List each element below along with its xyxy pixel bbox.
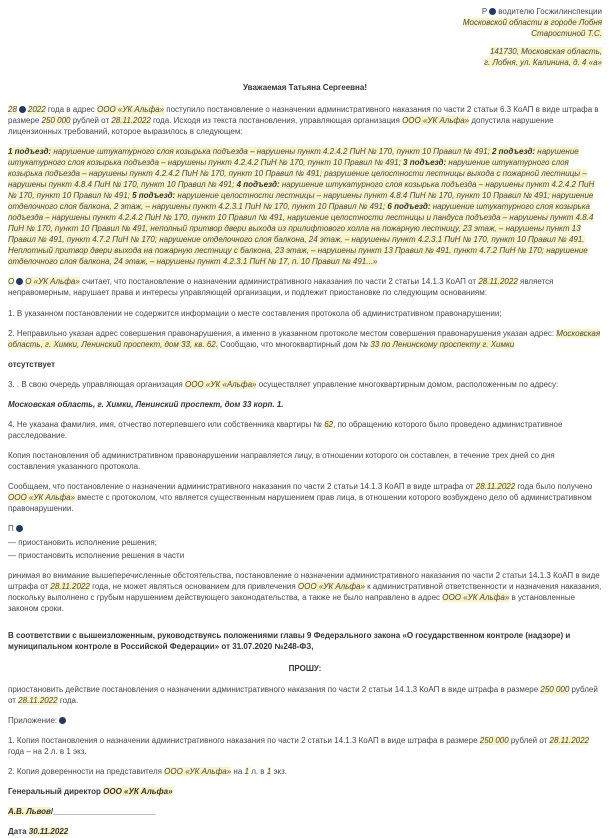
text-run: 62	[324, 419, 334, 429]
conclusion-paragraph	[8, 570, 602, 614]
text-run: 28.11.2022	[475, 481, 516, 491]
signature-name	[8, 806, 602, 817]
claim-paragraph	[8, 276, 602, 298]
text-run: года было получено	[515, 481, 593, 491]
legal-basis-paragraph	[8, 630, 602, 652]
text-run: 30.11.2022	[28, 827, 69, 837]
text-run: ООО «УК Альфа»	[297, 582, 365, 592]
text-run: отсутствует	[8, 359, 55, 369]
text-run: О «УК Альфа»	[25, 277, 80, 287]
ground-1	[8, 308, 602, 319]
text-run: 28.11.2022	[50, 582, 90, 592]
text-run: Дата	[8, 827, 29, 837]
text-run: Старостиной Т.С.	[531, 28, 602, 38]
redaction-dot-icon	[59, 717, 66, 724]
text-run: 2. Неправильно указан адрес совершения правонарушения, а именно в указанном протоколе местом совершения правонарушения указан адрес:	[8, 328, 557, 338]
text-run: Копия постановления об административном правонарушении направляется лицу, в отношении которого он составлен, в течение трех дней со дня составления указанного протокола.	[8, 450, 555, 471]
ground-3	[8, 379, 602, 390]
text-run: ООО «УК «Альфа»	[184, 379, 257, 389]
redaction-dot-icon	[16, 525, 23, 532]
request-lead	[8, 523, 602, 534]
text-run: допустила нарушение лицензионных требований, которое выразилось в следующем:	[8, 116, 554, 137]
text-run: 6 подъезд:	[387, 202, 431, 212]
recipient-org-line	[8, 18, 602, 29]
copy-rule-paragraph	[8, 450, 602, 472]
text-run: 1. Копия постановления о назначении административного наказания по части 2 статьи 14.1.3 КоАП в виде штрафа в размере	[8, 736, 480, 746]
text-run: 1	[244, 767, 249, 777]
ground-2	[8, 328, 602, 350]
text-run: ООО «УК Альфа»	[8, 492, 76, 502]
text-run: — приостановить исполнение решения в части	[8, 550, 185, 560]
text-run: нарушение штукатурного слоя козырька подъезда – нарушены пункт 4.2.4.2 ПиН № 170, пункт 10 Правил № 491;	[51, 147, 492, 157]
text-run: года в адрес	[45, 105, 97, 115]
request-paragraph	[8, 684, 602, 706]
request-heading	[8, 663, 602, 674]
text-run: 28.11.2022	[111, 116, 151, 126]
text-run: — приостановить исполнение решения;	[8, 537, 157, 547]
request-option-1	[8, 537, 602, 548]
text-run: 250 000	[479, 736, 509, 746]
text-run: ООО «УК Альфа»	[164, 767, 232, 777]
text-run: А.В. Львов	[8, 807, 51, 817]
text-run: Генеральный директор	[8, 787, 104, 797]
text-run: в установленные законом сроки.	[8, 593, 576, 614]
text-run: 2022	[27, 105, 46, 115]
text-run: считает, что постановление о назначении административного наказания по части 2 статьи 14.1.3 КоАП от	[79, 277, 479, 287]
request-option-2	[8, 550, 602, 561]
text-run: ринимая во внимание вышеперечисленные обстоятельства, постановление о назначении административного наказания по части 2 статьи 14.1.3 КоАП в виде штрафа от	[8, 571, 600, 592]
text-run: Сообщаем, что постановление о назначении административного наказания по части 2 статьи 14.1.3 КоАП в виде штрафа от	[8, 481, 476, 491]
text-run: года – на 2 л. в 1 экз.	[8, 747, 87, 757]
recipient-address-line-1	[8, 47, 602, 58]
text-run: Р	[481, 7, 488, 16]
signature-title	[8, 786, 602, 797]
ground-4	[8, 419, 602, 441]
recipient-line	[8, 7, 602, 18]
text-run: рублей от	[8, 685, 598, 706]
text-run: 250 000	[540, 685, 570, 695]
text-run: г. Лобня, ул. Калинина, д. 4 «а»	[484, 58, 602, 68]
absent-note	[8, 359, 602, 370]
text-run: ООО «УК Альфа»	[97, 105, 165, 115]
text-run: года, не может являться основанием для привлечения	[89, 582, 298, 592]
violations-quote	[8, 146, 602, 267]
text-run: ООО «УК Альфа»	[442, 593, 510, 603]
text-run: 28.11.2022	[18, 696, 58, 706]
text-run: /_______________________	[50, 807, 156, 817]
redaction-dot-icon	[489, 8, 496, 15]
text-run: рублей от	[70, 116, 112, 126]
text-run: , по обращению которого было проведено административное расследование.	[8, 419, 563, 440]
text-run: водителю Госжилинспекции	[498, 7, 602, 16]
text-run: на	[231, 767, 245, 777]
text-run: 1	[266, 767, 272, 777]
text-run: года. Исходя из текста постановления, управляющая организация	[150, 116, 403, 126]
text-run: Приложение:	[8, 716, 58, 726]
text-run: Московская область, г. Химки, Ленинский проспект, дом 33, кв. 62.	[8, 328, 601, 349]
text-run: Уважаемая Татьяна Сергеевна!	[243, 82, 367, 92]
intro-paragraph	[8, 104, 602, 137]
managed-address	[8, 399, 602, 410]
text-run: нарушение целостности лестницы – нарушены пункт 4.8.4 ПиН № 170, пункт 10 Правил № 491; нарушение отделочного слоя балкона, 2 этаж, – нарушены пункт 4.2.3.1 ПиН № 170, пункт 10 Правил № 491;	[8, 191, 594, 212]
text-run: ООО «УК Альфа»	[103, 787, 173, 797]
text-run: ПРОШУ:	[288, 664, 322, 674]
attachment-1	[8, 735, 602, 757]
text-run: Московская область, г. Химки, Ленинский проспект, дом 33 корп. 1.	[8, 399, 284, 409]
text-run: 28.11.2022	[478, 277, 518, 287]
text-run: 3. . В свою очередь управляющая организация	[8, 379, 185, 389]
text-run: ООО «УК Альфа»	[402, 116, 470, 126]
text-run: нарушение штукатурного слоя козырька подъезда – нарушены пункт 4.2.4.2 ПиН № 170, пункт 10 Правил № 491;	[8, 147, 579, 168]
text-run: 4. Не указана фамилия, имя, отчество потерпевшего или собственника квартиры №	[8, 419, 325, 429]
text-run: 28.11.2022	[549, 736, 589, 746]
recipient-person-line	[8, 29, 602, 40]
text-run: приостановить действие постановления о назначении административного наказания по части 2 статьи 14.1.3 КоАП в виде штрафа в размере	[8, 685, 541, 695]
attachment-2	[8, 766, 602, 777]
text-run: 1 подъезд:	[8, 147, 52, 157]
text-run: 28	[8, 105, 17, 115]
received-paragraph	[8, 481, 602, 514]
text-run: вместе с протоколом, что является существенным нарушением прав лица, в отношении которого возбуждено дело об административном правонарушении.	[8, 492, 592, 513]
text-run: рублей от	[508, 736, 550, 746]
text-run: 250 000	[41, 116, 71, 126]
redaction-dot-icon	[16, 278, 23, 285]
text-run: к административной ответственности и назначения наказания, поскольку выполнено с грубым нарушением действующего законодательства, а также не было направлено в адрес	[8, 582, 602, 603]
text-run: В соответствии с вышеизложенным, руководствуясь положениями главы 9 Федерального закона «О государственном контроле (надзоре) и муниципальном контроле в Российской Федерации» от 31.07.2020 №248-ФЗ,	[8, 631, 571, 652]
text-run: О	[8, 277, 15, 287]
text-run: 4 подъезд:	[236, 180, 280, 190]
text-run: нарушение штукатурного слоя козырька подъезда – нарушены пункт 4.2.4.2 ПиН № 170, пункт 10 Правил № 491; разрушение целостности лестницы выхода с пожарной лестницы – нарушены пункт 4.8.4 ПиН № 170, пункт 10 Правил № 491;	[8, 158, 587, 190]
text-run: П	[8, 523, 14, 533]
text-run: Сообщаю, что многоквартирный дом №	[217, 339, 371, 349]
text-run: является неправомерным, нарушает права и интересы управляющей организации, и подлежит приостановке по следующим основаниям:	[8, 277, 554, 298]
attachments-label	[8, 715, 602, 726]
recipient-address-line-2	[8, 58, 602, 69]
greeting	[8, 82, 602, 93]
text-run: Московской области в городе Лобня	[462, 17, 602, 27]
text-run: 2. Копия доверенности на представителя	[8, 767, 165, 777]
text-run: нарушение штукатурного слоя козырька подъезда – нарушены пункт 4.2.4.2 ПиН № 170, пункт 10 Правил № 491, нарушение целостности лестницы и пандуса подъезда – нарушены пункт 4.8.4 ПиН № 170, пункт 10 Правил № 491, неполный притвор двери выхода из прилифтового холла на пожарную лестницу, 23 этаж, – нарушены пункт 13 Правил № 491, пункт 4.7.2 ПиН № 170; нарушение отделочного слоя балкона, 24 этаж, – нарушены пункт 4.2.3.1 ПиН № 170, пункт 10 Правил № 491. Неплотный притвор двери выхода на пожарную лестницу с балкона, 23 этаж, – нарушены пункт 13 Правил № 491, пункт 4.7.2 ПиН № 170; нарушение отделочного слоя балкона, 24 этаж, – нарушены пункт 4.2.3.1 ПиН № 17, п. 10 Правил № 491...»	[8, 202, 594, 267]
text-run: 5 подъезд:	[132, 191, 176, 201]
text-run: 3 подъезд:	[403, 158, 447, 168]
text-run: 1. В указанном постановлении не содержится информации о месте составления протокола об административном правонарушении;	[8, 308, 502, 318]
text-run: экз.	[271, 767, 288, 777]
date-line	[8, 826, 602, 837]
text-run: 141730, Московская область,	[489, 47, 602, 57]
redaction-dot-icon	[19, 106, 26, 113]
text-run: осуществляет управление многоквартирным домом, расположенным по адресу:	[256, 379, 559, 389]
text-run: поступило постановление о назначении административного наказания по части 2 статьи 6.3 КоАП в виде штрафа в размере	[8, 105, 599, 126]
text-run: 2 подъезд:	[491, 147, 536, 157]
text-run: л. в	[248, 767, 267, 777]
text-run: года.	[57, 696, 79, 706]
text-run: нарушение штукатурного слоя козырька подъезда – нарушены пункт 4.2.4.2 ПиН № 170, пункт 10 Правил № 491;	[8, 180, 595, 201]
text-run: 33 по Ленинскому проспекту г. Химки	[370, 339, 515, 349]
